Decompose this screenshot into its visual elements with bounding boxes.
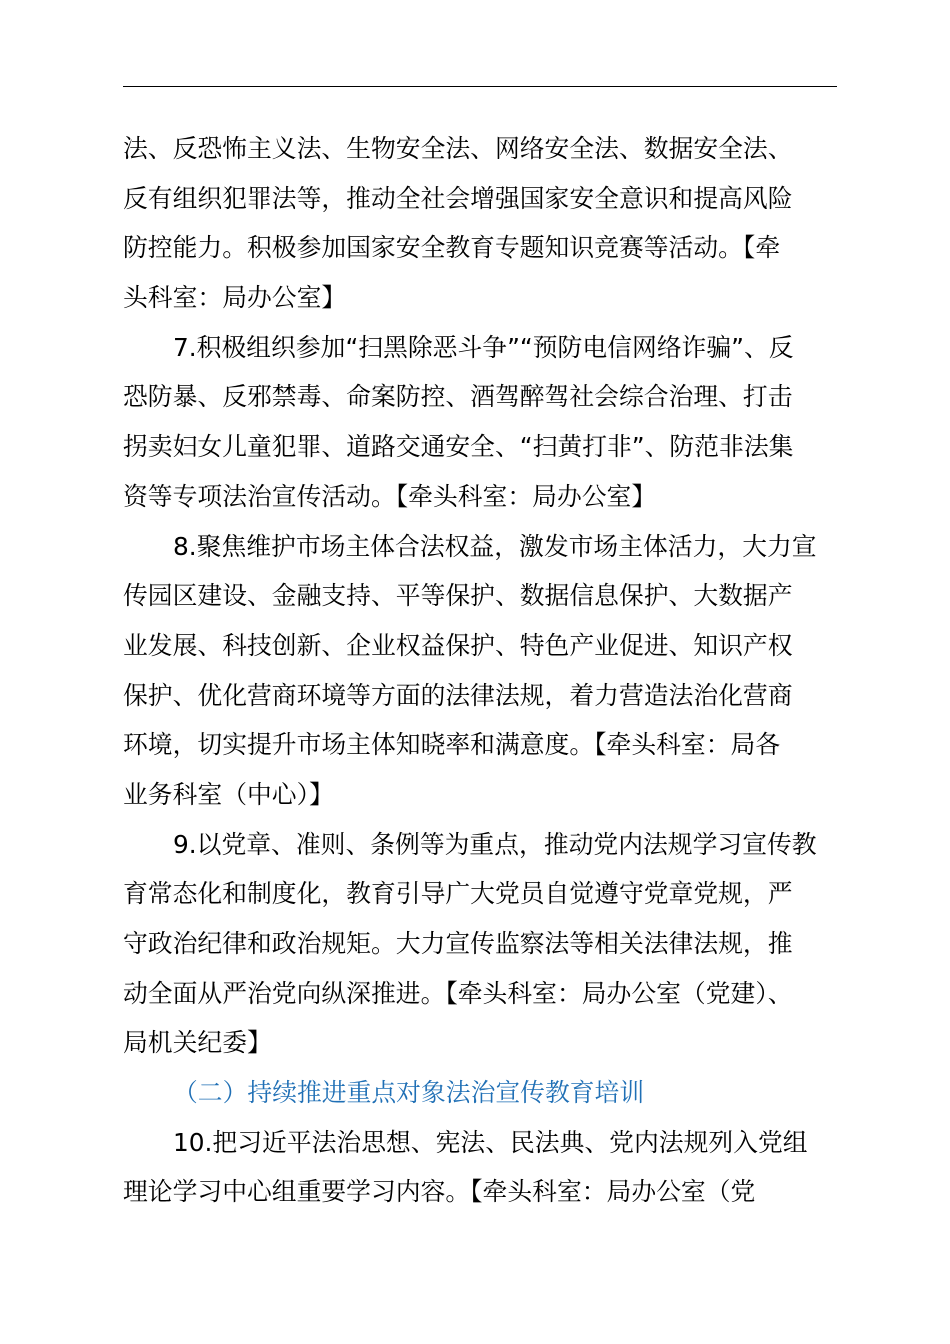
paragraph-line: 反有组织犯罪法等，推动全社会增强国家安全意识和提高风险 [123, 183, 793, 213]
paragraph-line: 环境，切实提升市场主体知晓率和满意度。【牵头科室：局各 [123, 730, 781, 760]
document-body [123, 124, 837, 1217]
header-rule [123, 86, 837, 87]
paragraph-line: 头科室：局办公室】 [123, 283, 347, 313]
paragraph-line: 防控能力。积极参加国家安全教育专题知识竞赛等活动。【牵 [123, 233, 781, 263]
paragraph-line: 局机关纪委】 [123, 1028, 272, 1058]
paragraph-line: 保护、优化营商环境等方面的法律法规，着力营造法治化营商 [123, 680, 793, 710]
paragraph-line: 动全面从严治党向纵深推进。【牵头科室：局办公室（党建）、 [123, 978, 793, 1008]
paragraph-line: 育常态化和制度化，教育引导广大党员自觉遵守党章党规，严 [123, 879, 793, 909]
paragraph-line: 资等专项法治宣传活动。【牵头科室：局办公室】 [123, 481, 657, 511]
paragraph-line: 7.积极组织参加“扫黑除恶斗争”“预防电信网络诈骗”、反 [173, 332, 794, 362]
paragraph-line: 传园区建设、金融支持、平等保护、数据信息保护、大数据产 [123, 581, 793, 611]
paragraph-line: 拐卖妇女儿童犯罪、道路交通安全、“扫黄打非”、防范非法集 [123, 432, 794, 462]
paragraph-line: 守政治纪律和政治规矩。大力宣传监察法等相关法律法规，推 [123, 929, 793, 958]
paragraph-line: 8.聚焦维护市场主体合法权益，激发市场主体活力，大力宣 [173, 531, 817, 561]
paragraph-line: 业发展、科技创新、企业权益保护、特色产业促进、知识产权 [123, 630, 793, 660]
paragraph-line: 10.把习近平法治思想、宪法、民法典、党内法规列入党组 [173, 1127, 808, 1157]
paragraph-line: 9.以党章、准则、条例等为重点，推动党内法规学习宣传教 [173, 829, 817, 859]
paragraph-line: 法、反恐怖主义法、生物安全法、网络安全法、数据安全法、 [123, 134, 793, 163]
paragraph-line: 恐防暴、反邪禁毒、命案防控、酒驾醉驾社会综合治理、打击 [123, 382, 793, 412]
paragraph-line: 理论学习中心组重要学习内容。【牵头科室：局办公室（党 [123, 1177, 756, 1207]
paragraph-line: 业务科室（中心）】 [123, 779, 334, 809]
section-heading-line: （二）持续推进重点对象法治宣传教育培训 [173, 1078, 645, 1108]
